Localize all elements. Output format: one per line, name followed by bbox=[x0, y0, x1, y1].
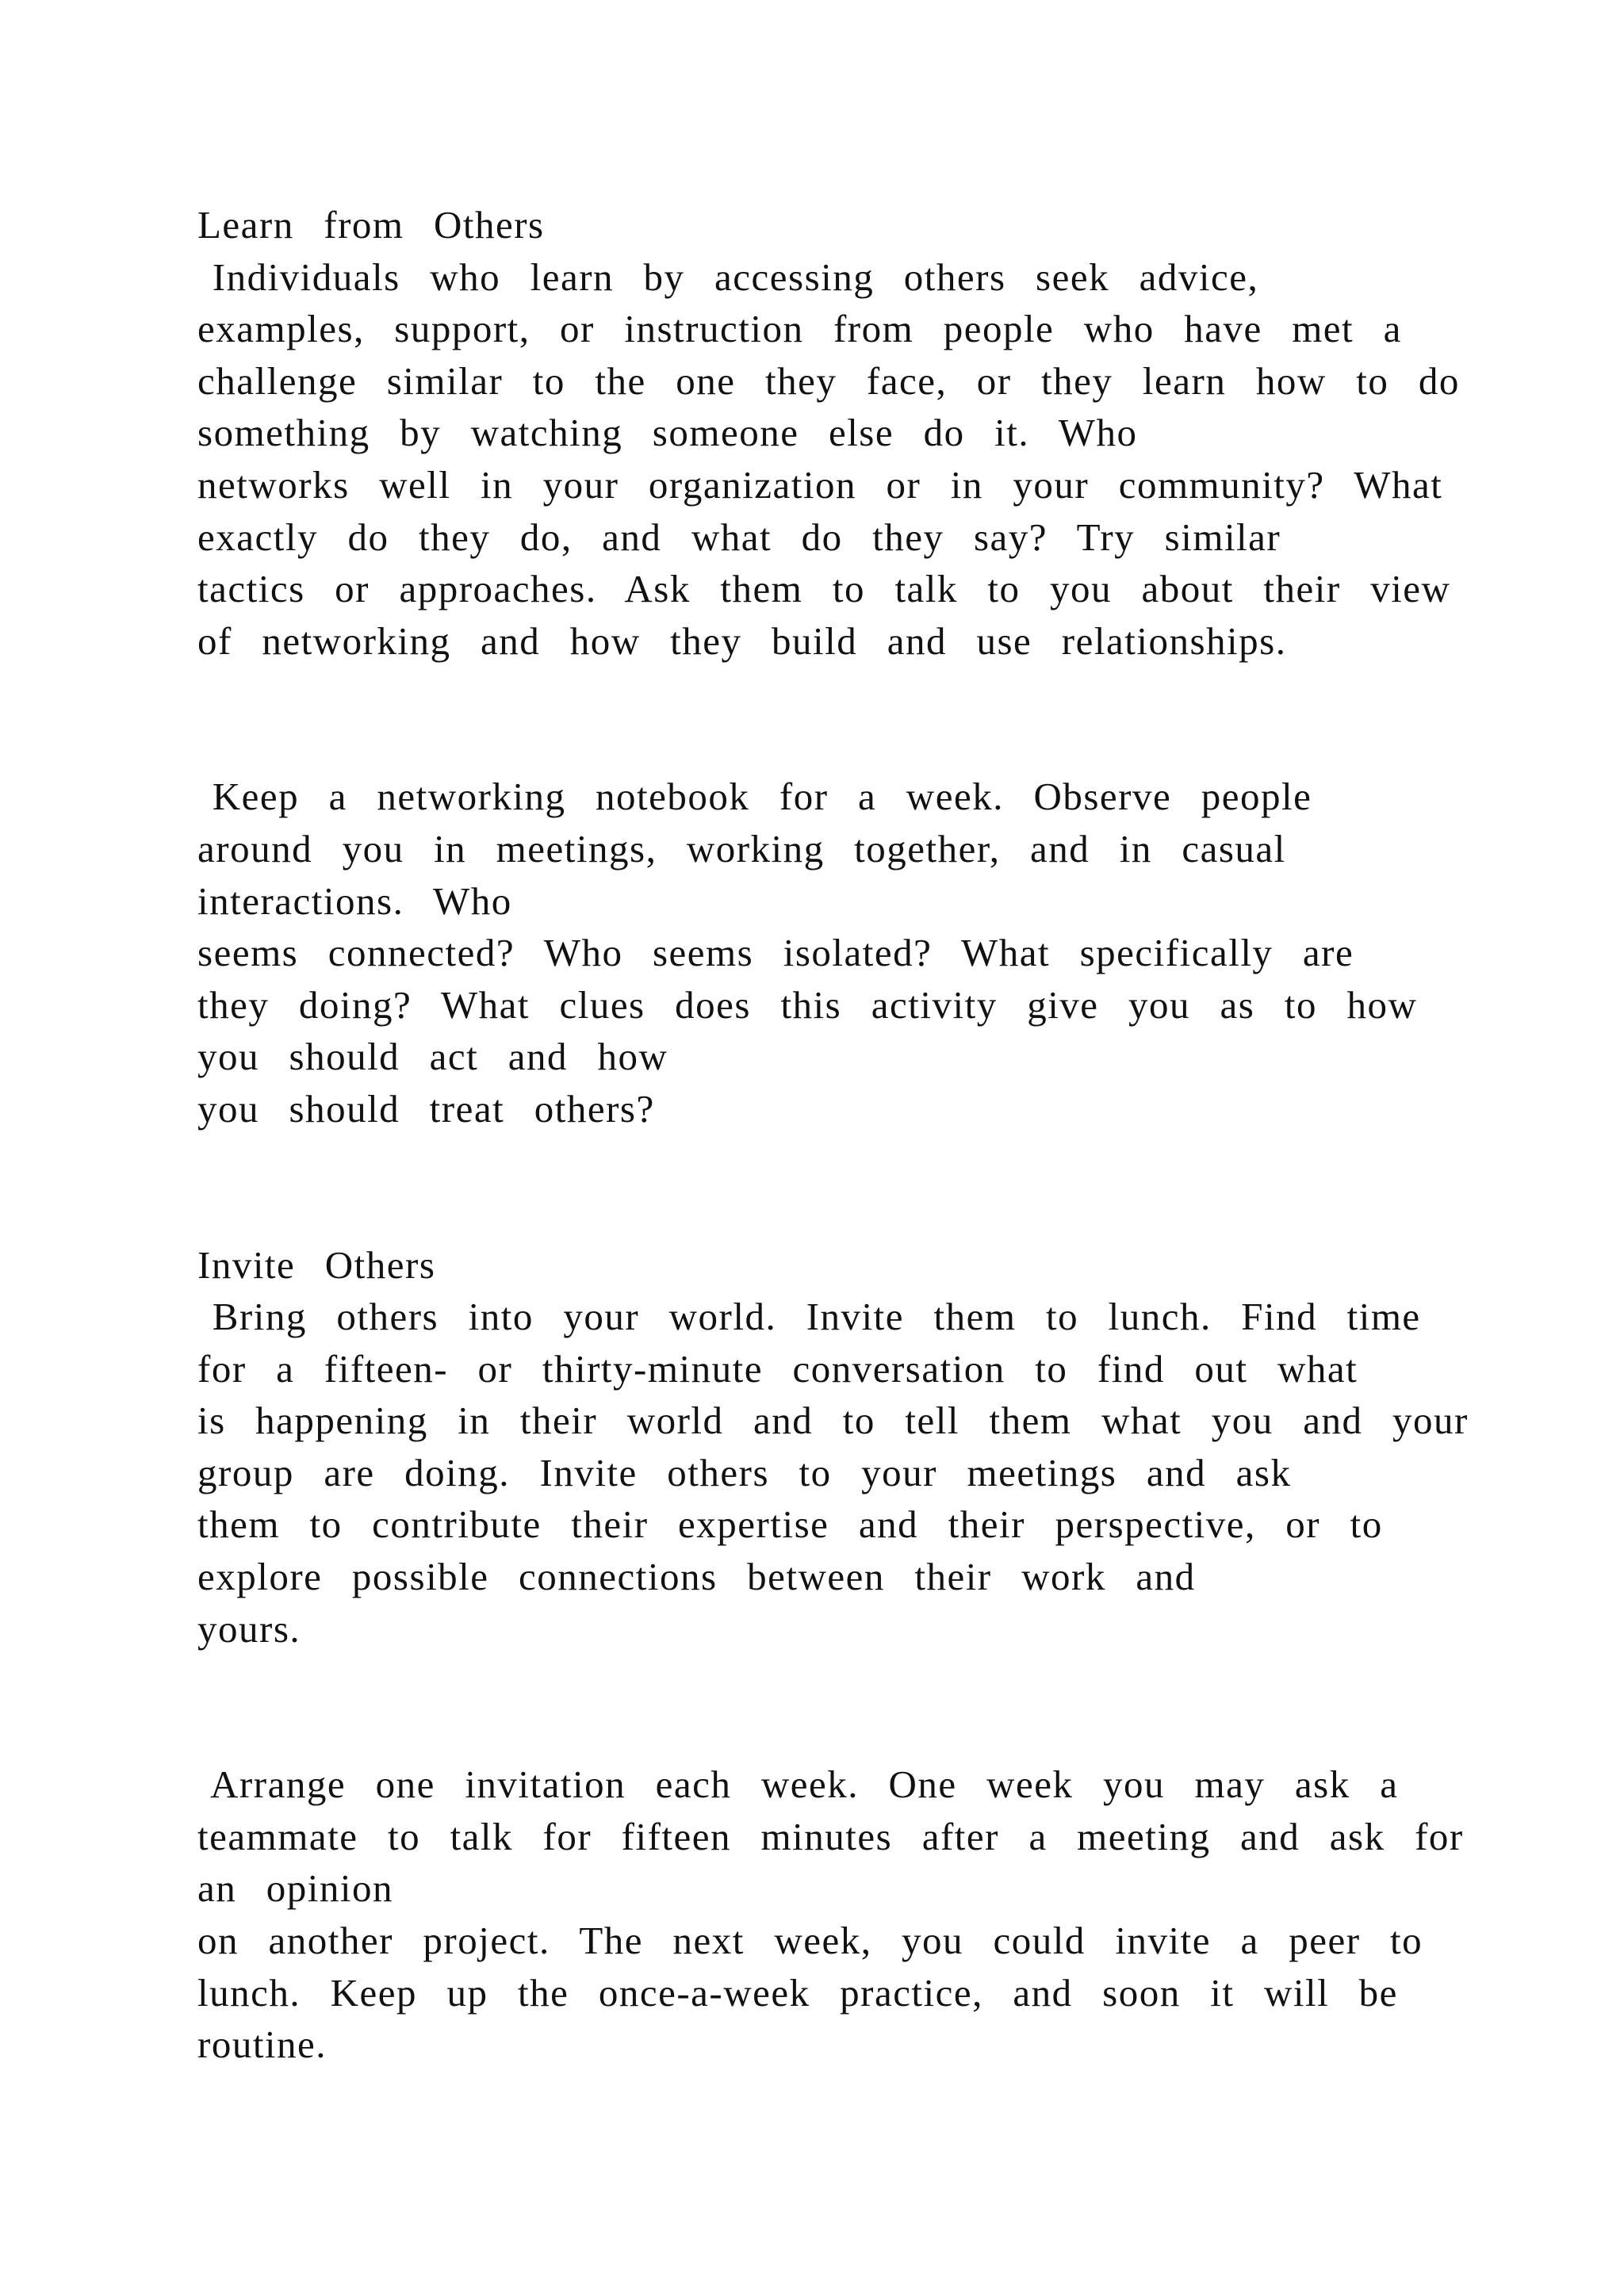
text-line: lunch. Keep up the once-a-week practice, and soon it will be bbox=[197, 1970, 1398, 2015]
text-line: teammate to talk for fifteen minutes after a meeting and ask for bbox=[197, 1814, 1464, 1858]
text-line: you should treat others? bbox=[197, 1086, 655, 1131]
text-line: routine. bbox=[197, 2022, 327, 2067]
text-line: them to contribute their expertise and their perspective, or to bbox=[197, 1502, 1383, 1547]
text-line: networks well in your organization or in your community? What bbox=[197, 462, 1443, 507]
text-line: seems connected? Who seems isolated? What specifically are bbox=[197, 931, 1354, 975]
text-line: they doing? What clues does this activity give you as to how bbox=[197, 982, 1418, 1027]
text-line: Arrange one invitation each week. One week you may ask a bbox=[197, 1762, 1399, 1807]
section-invite-others bbox=[197, 1239, 1506, 1655]
text-line: of networking and how they build and use relationships. bbox=[197, 618, 1287, 663]
text-line: something by watching someone else do it. Who bbox=[197, 411, 1138, 455]
section-weekly-invitation bbox=[197, 1758, 1506, 2071]
text-line: Bring others into your world. Invite them to lunch. Find time bbox=[197, 1295, 1421, 1339]
section-learn-from-others bbox=[197, 199, 1506, 667]
text-line: is happening in their world and to tell them what you and your bbox=[197, 1399, 1469, 1443]
text-line: explore possible connections between their work and bbox=[197, 1555, 1196, 1599]
text-line: examples, support, or instruction from people who have met a bbox=[197, 307, 1402, 351]
text-line: around you in meetings, working together, and in casual bbox=[197, 826, 1286, 871]
document-body bbox=[197, 199, 1506, 2071]
text-line: you should act and how bbox=[197, 1035, 668, 1079]
text-line: exactly do they do, and what do they say? Try similar bbox=[197, 515, 1281, 559]
text-line: group are doing. Invite others to your meetings and ask bbox=[197, 1450, 1292, 1494]
text-line: on another project. The next week, you could invite a peer to bbox=[197, 1919, 1423, 1963]
text-line: an opinion bbox=[197, 1866, 393, 1911]
text-line: Keep a networking notebook for a week. Observe people bbox=[197, 775, 1312, 819]
text-line: Individuals who learn by accessing others seek advice, bbox=[197, 254, 1259, 299]
text-line: yours. bbox=[197, 1606, 301, 1651]
text-line: tactics or approaches. Ask them to talk to you about their view bbox=[197, 567, 1451, 611]
text-line: interactions. Who bbox=[197, 878, 512, 923]
text-line: challenge similar to the one they face, or they learn how to do bbox=[197, 358, 1460, 403]
section-heading: Learn from Others bbox=[197, 203, 545, 247]
section-networking-notebook bbox=[197, 771, 1506, 1135]
section-heading: Invite Others bbox=[197, 1242, 436, 1287]
text-line: for a fifteen- or thirty-minute conversation to find out what bbox=[197, 1346, 1358, 1391]
